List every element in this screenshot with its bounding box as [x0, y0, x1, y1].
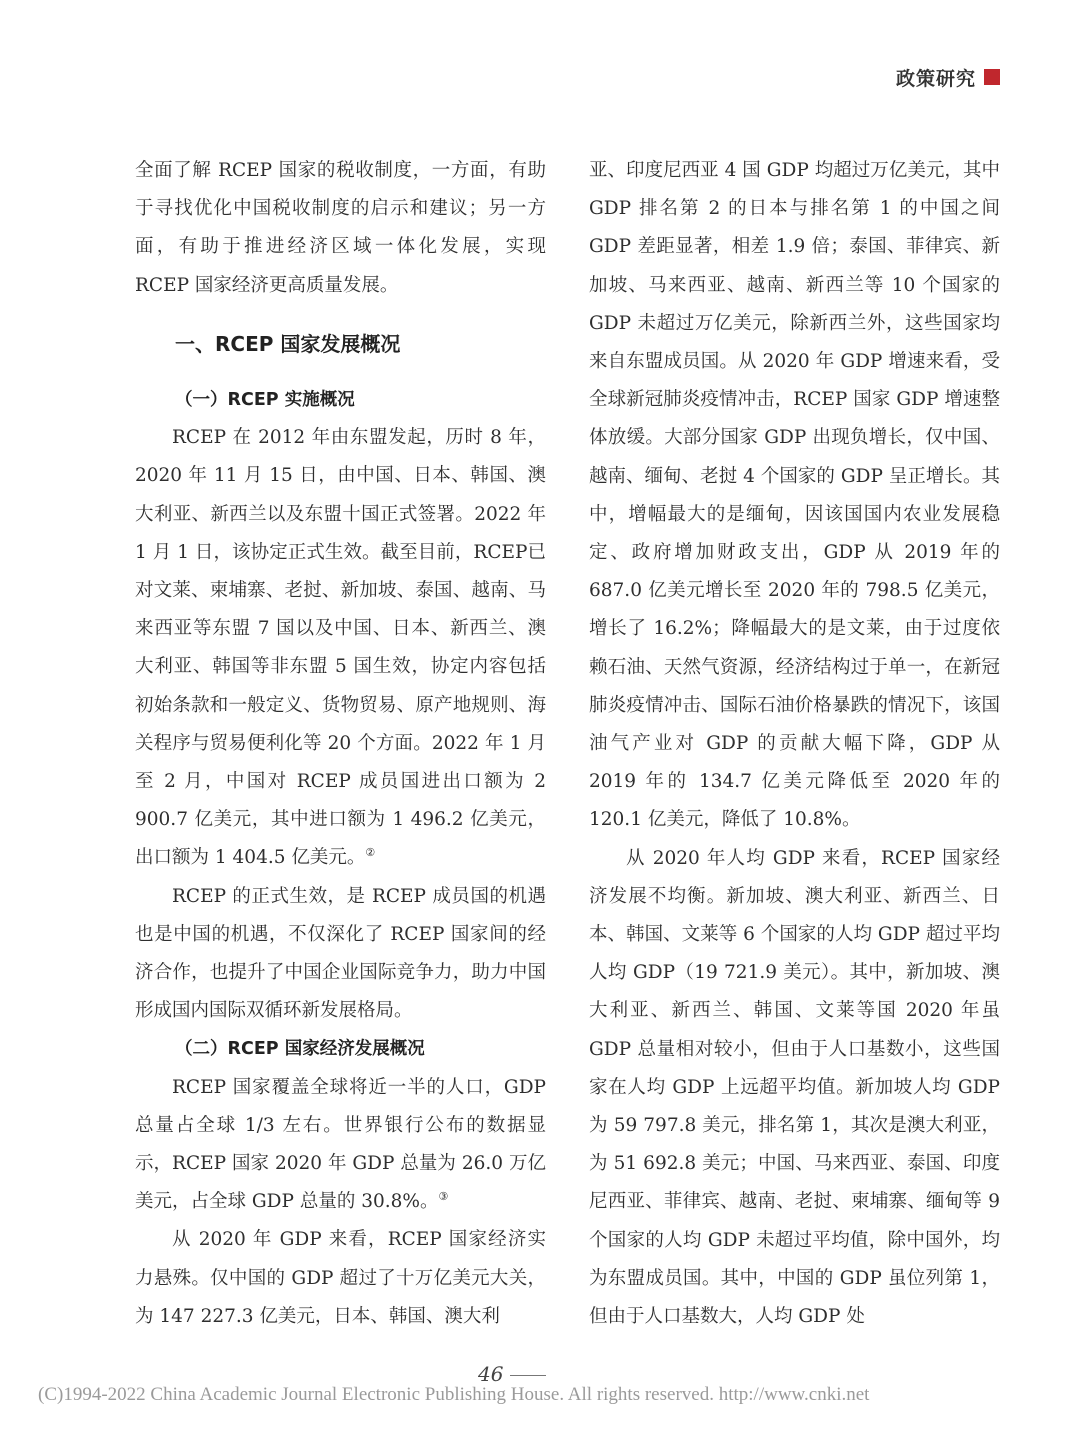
footnote-ref-2: ② — [365, 846, 376, 860]
paragraph-intro: 全面了解 RCEP 国家的税收制度，一方面，有助于寻找优化中国税收制度的启示和建议；另一方面，有助于推进经济区域一体化发展，实现 RCEP 国家经济更高质量发展。 — [135, 160, 546, 296]
footnote-ref-3: ③ — [438, 1190, 449, 1204]
page-number-rule — [510, 1375, 546, 1376]
section-square-icon — [984, 69, 1000, 85]
paragraph-gdp-continued: 亚、印度尼西亚 4 国 GDP 均超过万亿美元，其中 GDP 排名第 2 的日本与排名第 1 的中国之间 GDP 差距显著，相差 1.9 倍；泰国、菲律宾、新加坡、马来西亚、越南、新西兰等 10 个国家的 GDP 未超过万亿美元，除新西兰外，这些国家均来自东盟成员国。从 2020 年 GDP 增速来看，受全球新冠肺炎疫情冲击，RCEP 国家 GDP 增速整体放缓。大部分国家 GDP 出现负增长，仅中国、越南、缅甸、老挝 4 个国家的 GDP 呈正增长。其中，增幅最大的是缅甸，因该国国内农业发展稳定、政府增加财政支出，GDP 从 2019 年的 687.0 亿美元增长至 2020 年的 798.5 亿美元，增长了 16.2%；降幅最大的是文莱，由于过度依赖石油、天然气资源，经济结构过于单一，在新冠肺炎疫情冲击、国际石油价格暴跌的情况下，该国油气产业对 GDP 的贡献大幅下降，GDP 从 2019 年的 134.7 亿美元降低至 2020 年的 120.1 亿美元，降低了 10.8%。 — [589, 160, 1000, 831]
heading-subsection-2: （二）RCEP 国家经济发展概况 — [175, 1039, 425, 1060]
paragraph-gdp: 从 2020 年 GDP 来看，RCEP 国家经济实力悬殊。仅中国的 GDP 超过了十万亿美元大关，为 147 227.3 亿美元，日本、韩国、澳大利 — [135, 1229, 546, 1327]
paragraph-per-capita: 从 2020 年人均 GDP 来看，RCEP 国家经济发展不均衡。新加坡、澳大利亚、新西兰、日本、韩国、文莱等 6 个国家的人均 GDP 超过平均人均 GDP（19 721.9 美元）。其中，新加坡、澳大利亚、新西兰、韩国、文莱等国 2020 年虽 GDP 总量相对较小，但由于人口基数小，这些国家在人均 GDP 上远超平均值。新加坡人均 GDP 为 59 797.8 美元，排名第 1，其次是澳大利亚，为 51 692.8 美元；中国、马来西亚、泰国、印度尼西亚、菲律宾、越南、老挝、柬埔寨、缅甸等 9 个国家的人均 GDP 未超过平均值，除中国外，均为东盟成员国。其中，中国的 GDP 虽位列第 1，但由于人口基数大，人均 GDP 处 — [589, 847, 1000, 1328]
left-column — [135, 152, 546, 1332]
paragraph-population — [135, 1069, 546, 1222]
page-number: 46 — [478, 1362, 504, 1386]
section-name: 政策研究 — [895, 67, 976, 90]
heading-section-1: 一、RCEP 国家发展概况 — [175, 331, 401, 356]
right-column — [589, 152, 1000, 1332]
paragraph-implementation-text: RCEP 在 2012 年由东盟发起，历时 8 年，2020 年 11 月 15 日，由中国、日本、韩国、澳大利亚、新西兰以及东盟十国正式签署。2022 年 1 月 1 日，该协定正式生效。截至目前，RCEP已对文莱、柬埔寨、老挝、新加坡、泰国、越南、马来西亚等东盟 7 国以及中国、日本、新西兰、澳大利亚、韩国等非东盟 5 国生效，协定内容包括初始条款和一般定义、货物贸易、原产地规则、海关程序与贸易便利化等 20 个方面。2022 年 1 月至 2 月，中国对 RCEP 成员国进出口额为 2 900.7 亿美元，其中进口额为 1 496.2 亿美元，出口额为 1 404.5 亿美元。 — [135, 427, 546, 869]
running-header — [896, 60, 1000, 94]
paragraph-opportunity: RCEP 的正式生效，是 RCEP 成员国的机遇也是中国的机遇，不仅深化了 RCEP 国家间的经济合作，也提升了中国企业国际竞争力，助力中国形成国内国际双循环新发展格局。 — [135, 885, 546, 1022]
paragraph-implementation — [135, 419, 546, 877]
copyright-watermark: (C)1994-2022 China Academic Journal Electronic Publishing House. All rights reserved. http://www.cnki.net — [38, 1384, 870, 1405]
paragraph-population-text: RCEP 国家覆盖全球将近一半的人口，GDP 总量占全球 1/3 左右。世界银行公布的数据显示，RCEP 国家 2020 年 GDP 总量为 26.0 万亿美元，占全球 GDP 总量的 30.8%。 — [135, 1076, 546, 1213]
heading-subsection-1: （一）RCEP 实施概况 — [175, 390, 355, 411]
